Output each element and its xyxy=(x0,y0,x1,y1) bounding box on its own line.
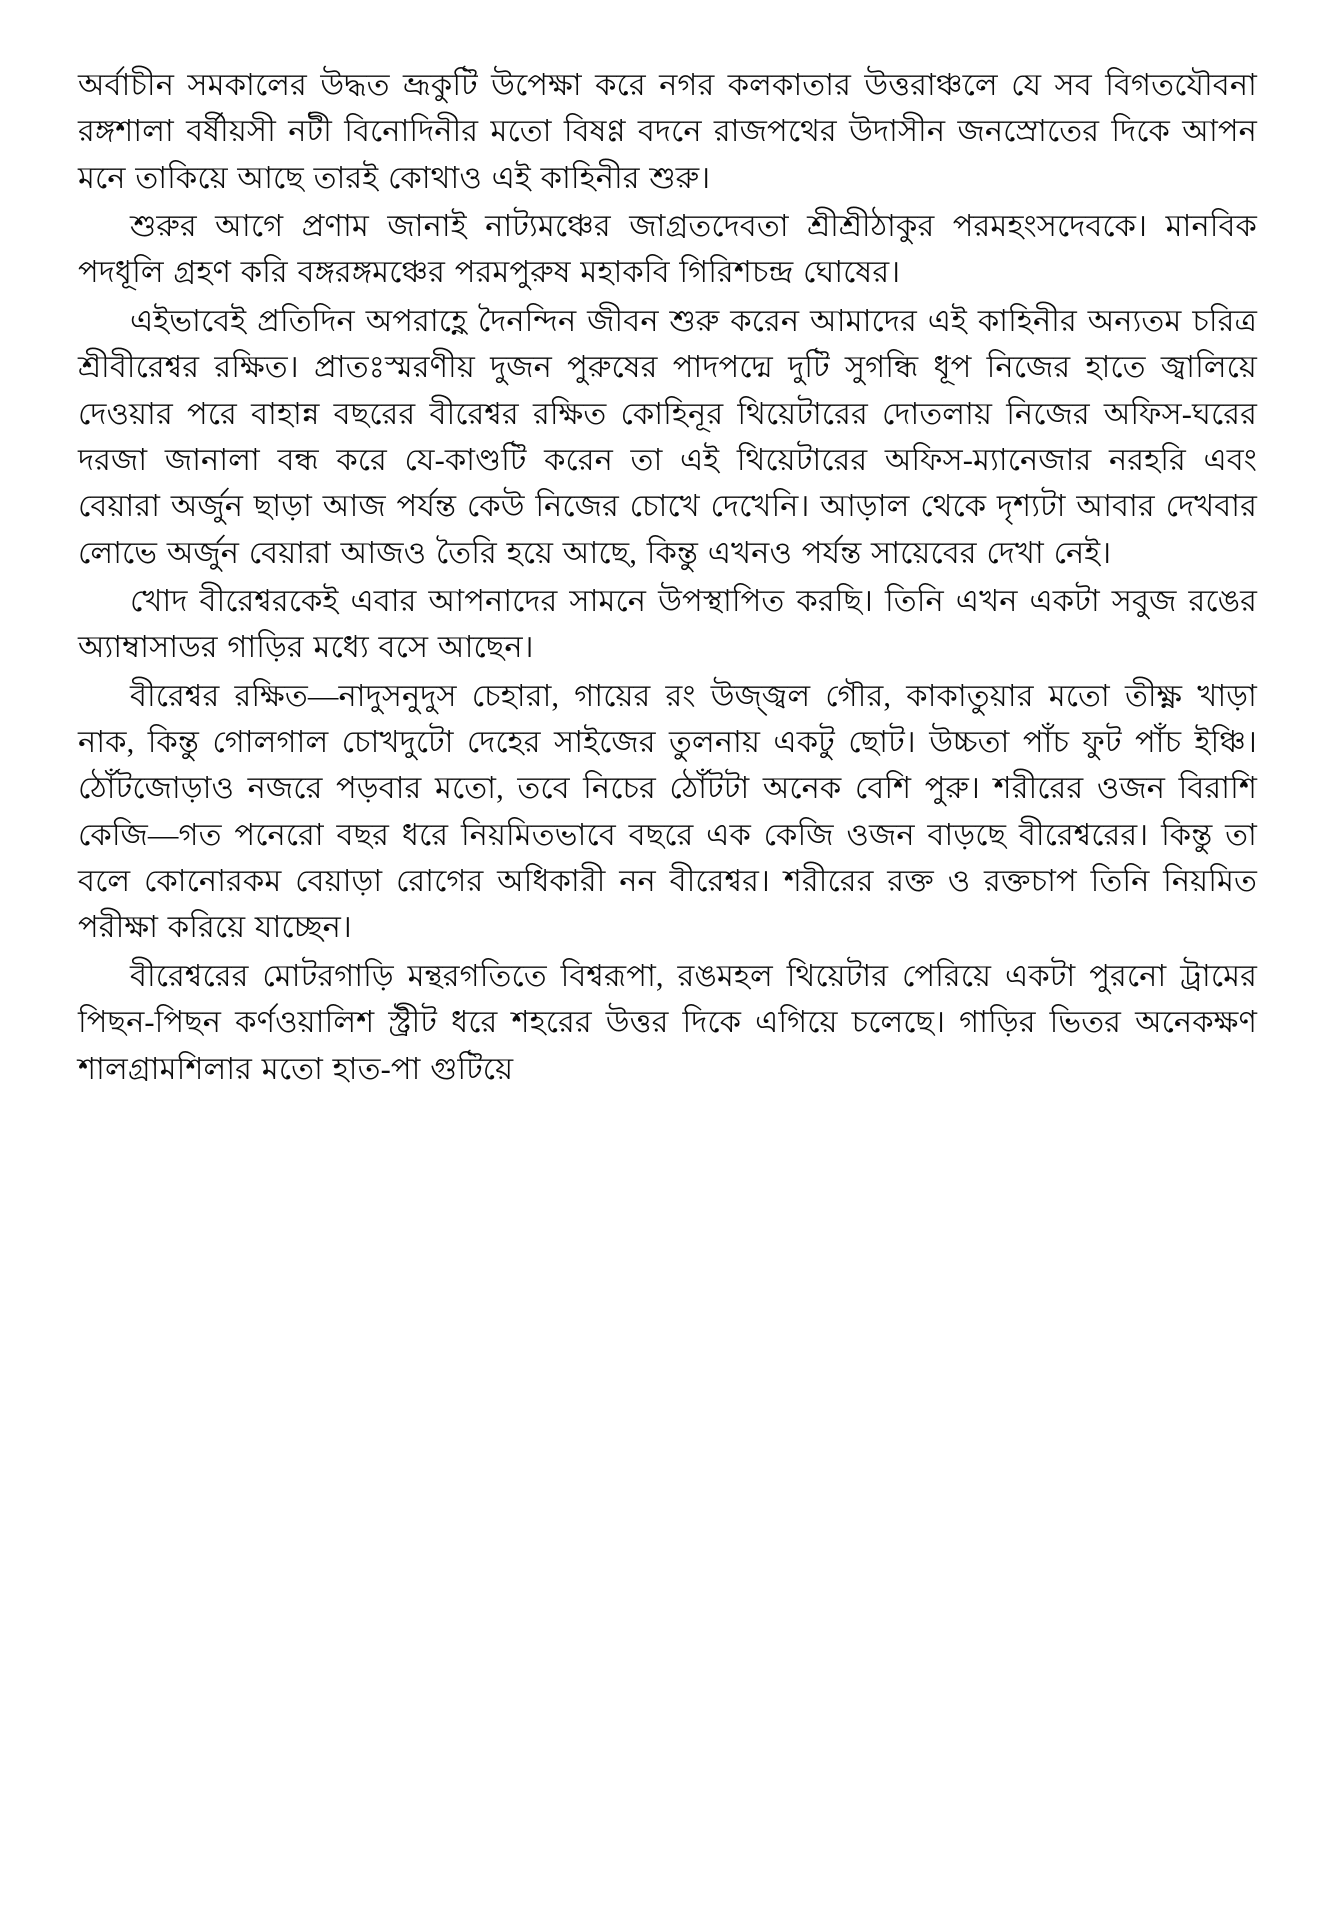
paragraph-5: বীরেশ্বর রক্ষিত—নাদুসনুদুস চেহারা, গায়ের রং উজ্জ্বল গৌর, কাকাতুয়ার মতো তীক্ষ্ণ খাড়া নাক, কিন্তু গোলগাল চোখদুটো দেহের সাইজের তুলনায় একটু ছোট। উচ্চতা পাঁচ ফুট পাঁচ ইঞ্চি। ঠোঁটজোড়াও নজরে পড়বার মতো, তবে নিচের ঠোঁটটা অনেক বেশি পুরু। শরীরের ওজন বিরাশি কেজি—গত পনেরো বছর ধরে নিয়মিতভাবে বছরে এক কেজি ওজন বাড়ছে বীরেশ্বরের। কিন্তু তা বলে কোনোরকম বেয়াড়া রোগের অধিকারী নন বীরেশ্বর। শরীরের রক্ত ও রক্তচাপ তিনি নিয়মিত পরীক্ষা করিয়ে যাচ্ছেন। xyxy=(78,678,1257,945)
paragraph-2: শুরুর আগে প্রণাম জানাই নাট্যমঞ্চের জাগ্রতদেবতা শ্রীশ্রীঠাকুর পরমহংসদেবকে। মানবিক পদধূলি গ্রহণ করি বঙ্গরঙ্গমঞ্চের পরমপুরুষ মহাকবি গিরিশচন্দ্র ঘোষের। xyxy=(78,209,1257,290)
paragraph-3: এইভাবেই প্রতিদিন অপরাহ্ণে দৈনন্দিন জীবন শুরু করেন আমাদের এই কাহিনীর অন্যতম চরিত্র শ্রীবীরেশ্বর রক্ষিত। প্রাতঃস্মরণীয় দুজন পুরুষের পাদপদ্মে দুটি সুগন্ধি ধূপ নিজের হাতে জ্বালিয়ে দেওয়ার পরে বাহান্ন বছরের বীরেশ্বর রক্ষিত কোহিনূর থিয়েটারের দোতলায় নিজের অফিস-ঘরের দরজা জানালা বন্ধ করে যে-কাণ্ডটি করেন তা এই থিয়েটারের অফিস-ম্যানেজার নরহরি এবং বেয়ারা অর্জুন ছাড়া আজ পর্যন্ত কেউ নিজের চোখে দেখেনি। আড়াল থেকে দৃশ্যটা আবার দেখবার লোভে অর্জুন বেয়ারা আজও তৈরি হয়ে আছে, কিন্তু এখনও পর্যন্ত সায়েবের দেখা নেই। xyxy=(78,303,1257,570)
paragraph-4: খোদ বীরেশ্বরকেই এবার আপনাদের সামনে উপস্থাপিত করছি। তিনি এখন একটা সবুজ রঙের অ্যাম্বাসাডর গাড়ির মধ্যে বসে আছেন। xyxy=(78,583,1257,665)
paragraph-1: অর্বাচীন সমকালের উদ্ধত ভ্রূকুটি উপেক্ষা করে নগর কলকাতার উত্তরাঞ্চলে যে সব বিগতযৌবনা রঙ্গশালা বর্ষীয়সী নটী বিনোদিনীর মতো বিষণ্ণ বদনে রাজপথের উদাসীন জনস্রোতের দিকে আপন মনে তাকিয়ে আছে তারই কোথাও এই কাহিনীর শুরু। xyxy=(78,68,1257,195)
page-body xyxy=(78,62,1257,1092)
paragraph-6: বীরেশ্বরের মোটরগাড়ি মন্থরগতিতে বিশ্বরূপা, রঙমহল থিয়েটার পেরিয়ে একটা পুরনো ট্রামের পিছন-পিছন কর্ণওয়ালিশ স্ট্রীট ধরে শহরের উত্তর দিকে এগিয়ে চলেছে। গাড়ির ভিতর অনেকক্ষণ শালগ্রামশিলার মতো হাত-পা গুটিয়ে xyxy=(78,958,1257,1086)
